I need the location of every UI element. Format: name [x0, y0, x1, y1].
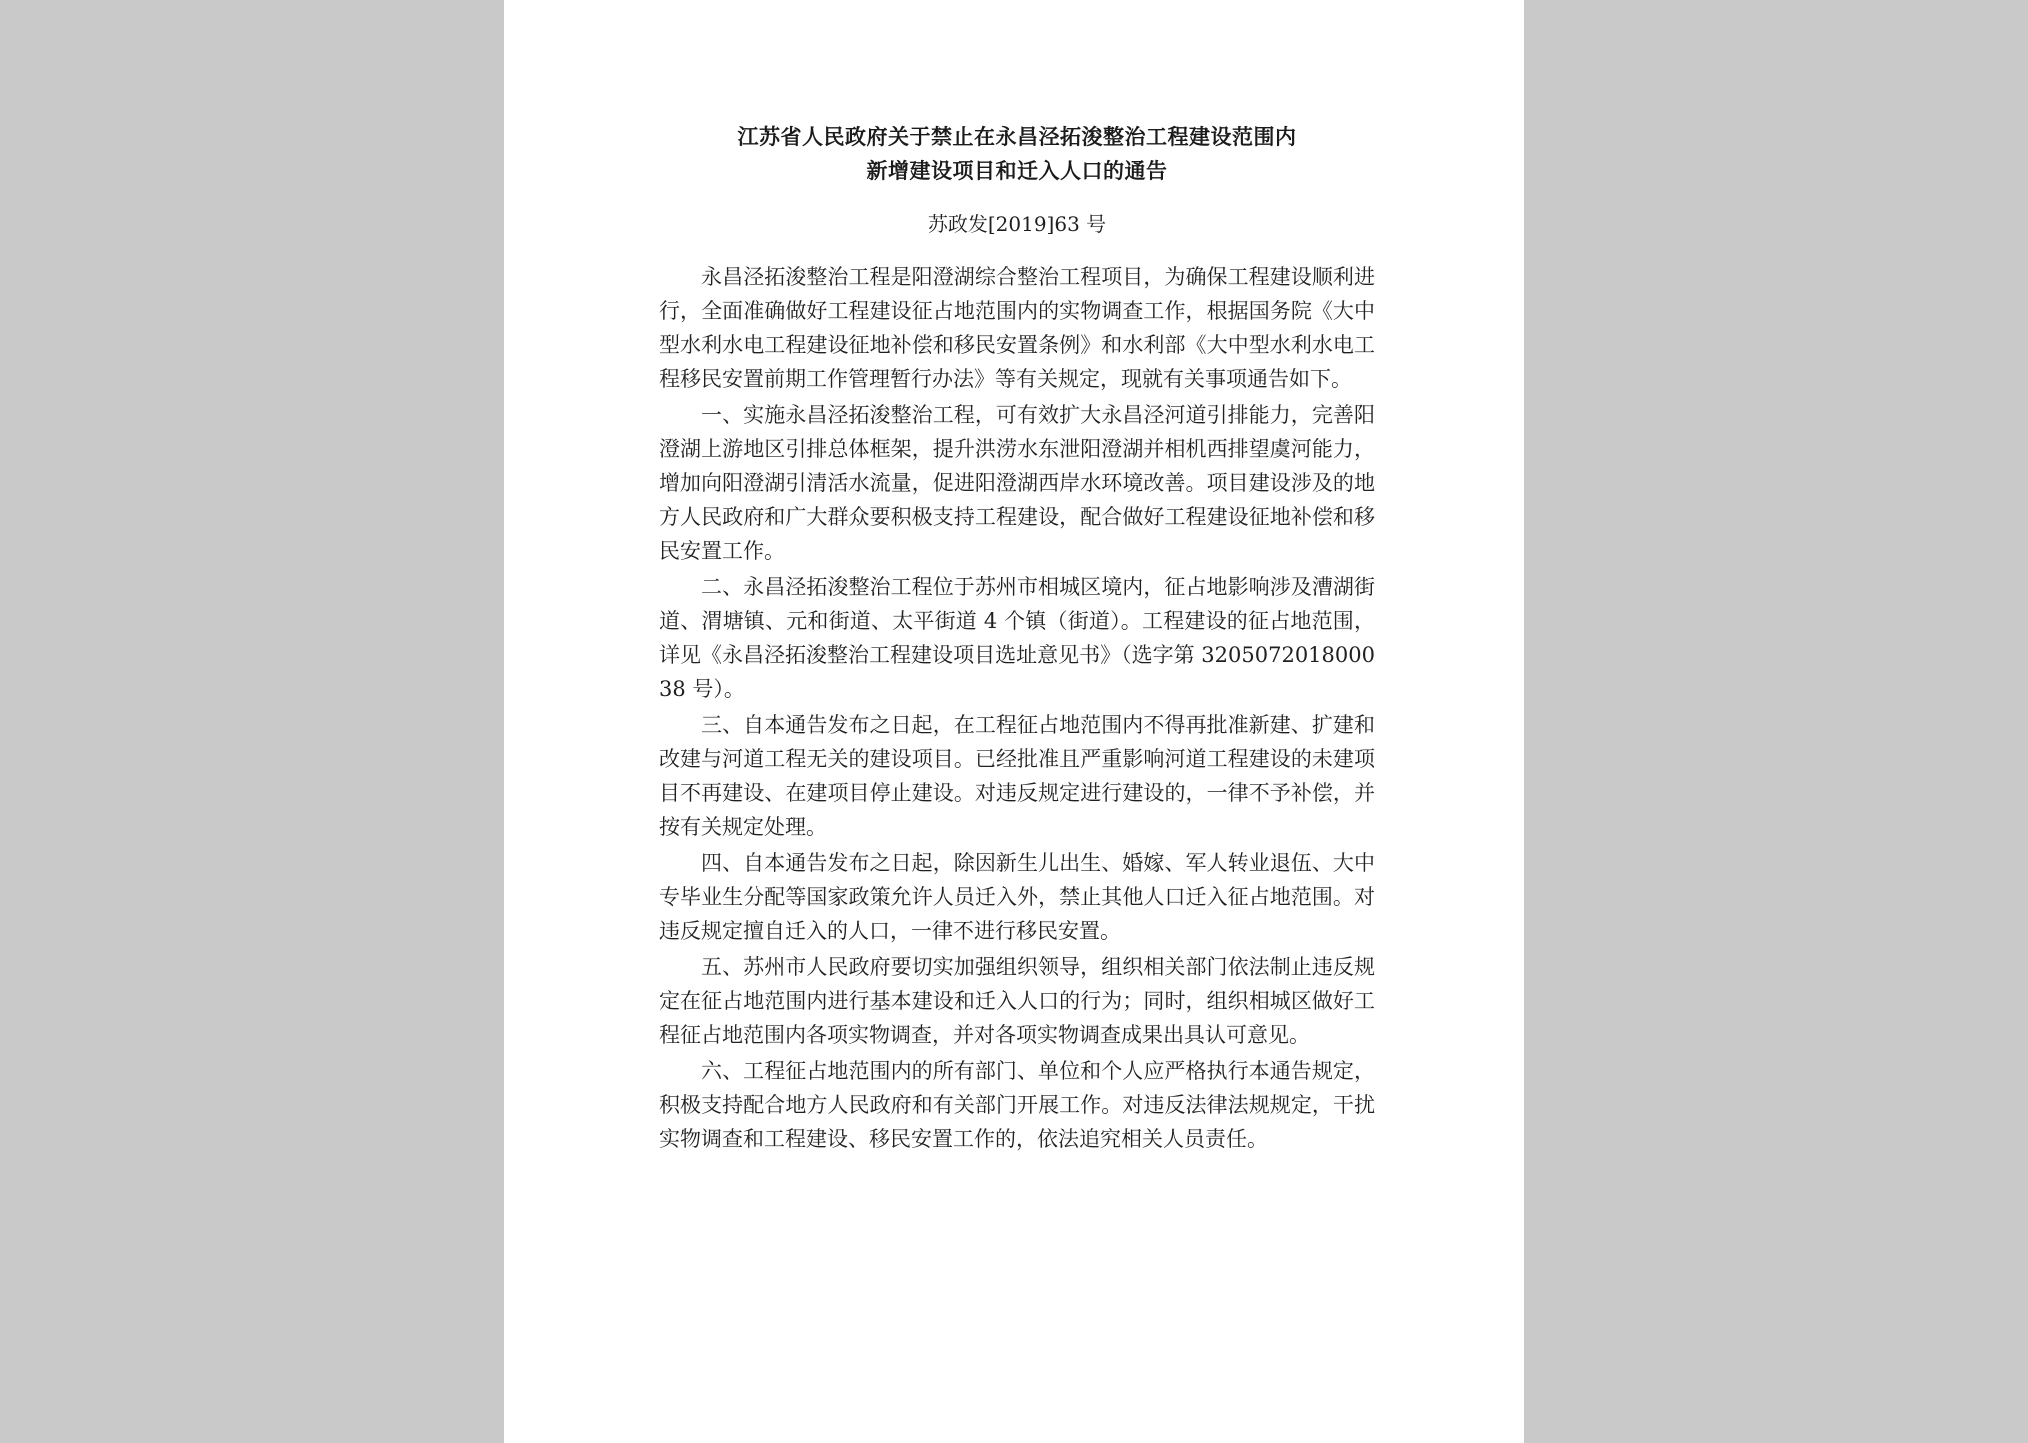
paragraph-intro: 永昌泾拓浚整治工程是阳澄湖综合整治工程项目，为确保工程建设顺利进行，全面准确做好工程建设征占地范围内的实物调查工作，根据国务院《大中型水利水电工程建设征地补偿和移民安置条例》和水利部《大中型水利水电工程移民安置前期工作管理暂行办法》等有关规定，现就有关事项通告如下。	[659, 265, 1375, 391]
paragraph-2: 二、永昌泾拓浚整治工程位于苏州市相城区境内，征占地影响涉及漕湖街道、渭塘镇、元和街道、太平街道 4 个镇（街道）。工程建设的征占地范围，详见《永昌泾拓浚整治工程建设项目选址意见书》（选字第 320507201800038 号）。	[659, 575, 1375, 701]
paragraph-6: 六、工程征占地范围内的所有部门、单位和个人应严格执行本通告规定，积极支持配合地方人民政府和有关部门开展工作。对违反法律法规规定，干扰实物调查和工程建设、移民安置工作的，依法追究相关人员责任。	[659, 1059, 1375, 1151]
paragraph-1: 一、实施永昌泾拓浚整治工程，可有效扩大永昌泾河道引排能力，完善阳澄湖上游地区引排总体框架，提升洪涝水东泄阳澄湖并相机西排望虞河能力，增加向阳澄湖引清活水流量，促进阳澄湖西岸水环境改善。项目建设涉及的地方人民政府和广大群众要积极支持工程建设，配合做好工程建设征地补偿和移民安置工作。	[659, 403, 1375, 563]
document-content	[659, 120, 1375, 1158]
document-number: 苏政发[2019]63 号	[927, 212, 1107, 236]
paragraph-4: 四、自本通告发布之日起，除因新生儿出生、婚嫁、军人转业退伍、大中专毕业生分配等国家政策允许人员迁入外，禁止其他人口迁入征占地范围。对违反规定擅自迁入的人口，一律不进行移民安置。	[659, 851, 1375, 943]
paragraph-5: 五、苏州市人民政府要切实加强组织领导，组织相关部门依法制止违反规定在征占地范围内进行基本建设和迁入人口的行为；同时，组织相城区做好工程征占地范围内各项实物调查，并对各项实物调查成果出具认可意见。	[659, 955, 1375, 1047]
title-line-2: 新增建设项目和迁入人口的通告	[866, 158, 1168, 183]
document-page	[504, 0, 1524, 1443]
document-title	[659, 120, 1375, 188]
title-line-1: 江苏省人民政府关于禁止在永昌泾拓浚整治工程建设范围内	[737, 124, 1297, 149]
paragraph-3: 三、自本通告发布之日起，在工程征占地范围内不得再批准新建、扩建和改建与河道工程无关的建设项目。已经批准且严重影响河道工程建设的未建项目不再建设、在建项目停止建设。对违反规定进行建设的，一律不予补偿，并按有关规定处理。	[659, 713, 1375, 839]
